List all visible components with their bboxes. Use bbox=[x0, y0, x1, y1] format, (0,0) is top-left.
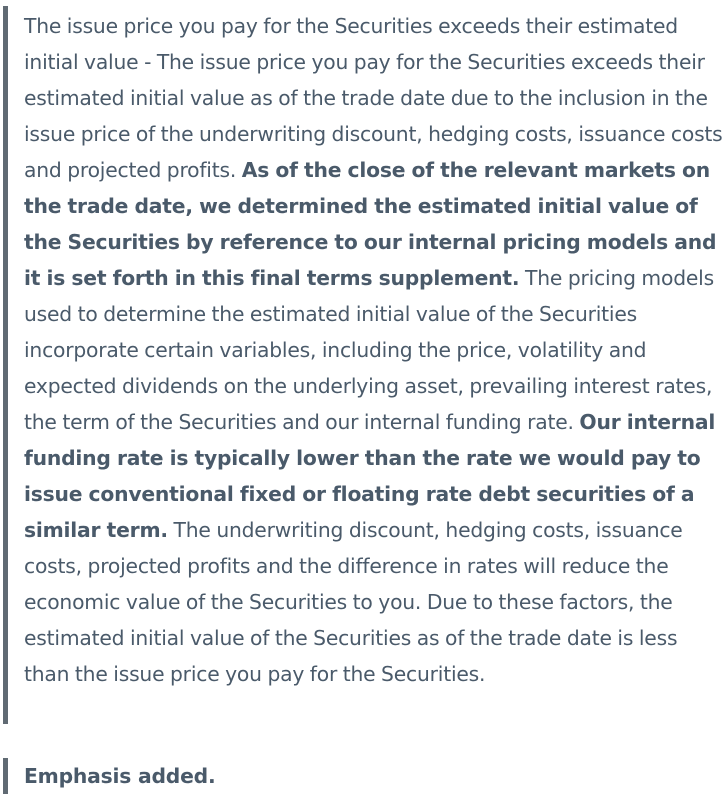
quote-text-segment: The underwriting discount, hedging costs, issuance costs, projected profits and the difference in rates will reduce the economic value of the Securities to you. Due to these factors, the estimated initial value of the Securities as of the trade date is less than the issue price you pay for the Securities. bbox=[24, 518, 683, 686]
emphasis-note bbox=[0, 758, 727, 794]
quote-bold-segment: As of the close of the relevant markets on the trade date, we determined the estimated initial value of the Securities by reference to our internal pricing models and it is set forth in this final terms supplement. bbox=[24, 158, 717, 290]
quoted-passage bbox=[0, 6, 727, 724]
quote-text-segment: The issue price you pay for the Securities exceeds their estimated initial value - The issue price you pay for the Securities exceeds their estimated initial value as of the trade date due to the inclusion in the issue price of the underwriting discount, hedging costs, issuance costs and projected profits. bbox=[24, 14, 723, 182]
quote-bold-segment: Our internal funding rate is typically lower than the rate we would pay to issue conventional fixed or floating rate debt securities of a similar term. bbox=[24, 410, 716, 542]
emphasis-note-text: Emphasis added. bbox=[24, 764, 216, 788]
quote-text-segment: The pricing models used to determine the estimated initial value of the Securities incorporate certain variables, including the price, volatility and expected dividends on the underlying asset, prevailing interest rates, the term of the Securities and our internal funding rate. bbox=[24, 266, 714, 434]
quoted-paragraph bbox=[24, 6, 727, 692]
